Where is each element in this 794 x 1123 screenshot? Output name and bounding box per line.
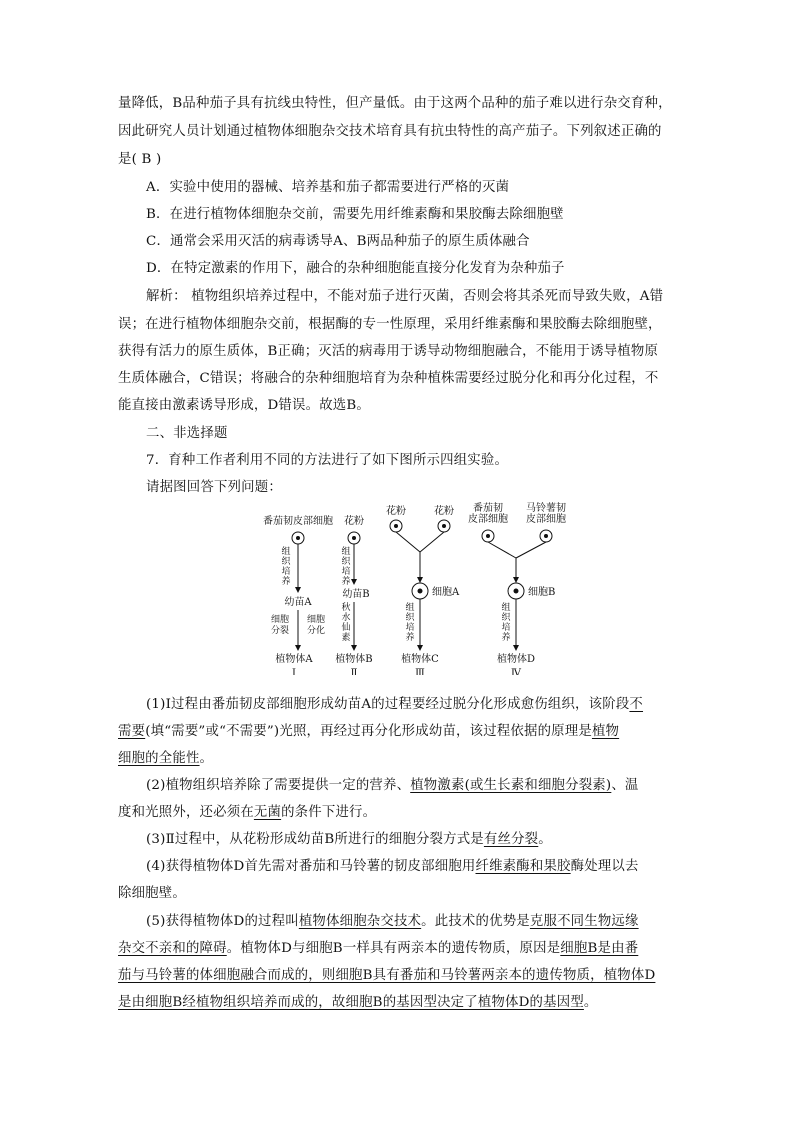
g4-end-label: 植物体D [496, 654, 536, 665]
answer-5-line3: 茄与马铃薯的体细胞融合而成的，则细胞B具有番茄和马铃薯两亲本的遗传物质，植物体D [118, 968, 656, 983]
g1-number: Ⅰ [292, 668, 296, 675]
g1-step-label: 组织培养 [281, 547, 291, 587]
answer-5-blank-1: 植物体细胞杂交技术 [298, 914, 422, 929]
g3-source-a-label: 花粉 [386, 506, 406, 517]
section-heading: 二、非选择题 [146, 426, 228, 441]
g4-number: Ⅳ [511, 668, 521, 675]
answer-1-line1: (1)Ⅰ过程由番茄韧皮部细胞形成幼苗A的过程要经过脱分化形成愈伤组织，该阶段不 [146, 697, 644, 712]
answer-1-line2: 需要(填“需要”或“不需要”)光照，再经过再分化形成幼苗，该过程依据的原理是植物 [118, 724, 620, 739]
answer-5-blank-3: 细胞B是由番 [560, 941, 639, 956]
g2-step2-label: 秋水仙素 [341, 603, 351, 643]
q6-analysis-line1: 解析： 植物组织培养过程中，不能对茄子进行灭菌，否则会将其杀死而导致失败，A错 [146, 289, 664, 304]
g1-step2b-label: 细胞分化 [306, 615, 326, 636]
q6-option-b: B．在进行植物体细胞杂交前，需要先用纤维素酶和果胶酶去除细胞壁 [146, 207, 564, 222]
q6-analysis-line2: 误；在进行植物体细胞杂交前，根据酶的专一性原理，采用纤维素酶和果胶酶去除细胞壁， [118, 317, 662, 332]
q6-option-d: D．在特定激素的作用下，融合的杂种细胞能直接分化发育为杂种茄子 [146, 261, 565, 276]
g4-source-a-label-2: 皮部细胞 [468, 514, 508, 525]
g1-mid-label: 幼苗A [284, 597, 312, 608]
g3-step-label: 组织培养 [405, 603, 415, 643]
q6-analysis-line5: 能直接由激素诱导形成，D错误。故选B。 [118, 398, 371, 413]
q7-prompt: 请据图回答下列问题： [146, 480, 282, 495]
g2-end-label: 植物体B [335, 654, 373, 665]
g3-end-label: 植物体C [401, 654, 439, 665]
answer-1-blank-1: 不 [629, 697, 644, 712]
q6-analysis-line4: 生质体融合，C错误；将融合的杂种细胞培育为杂种植株需要经过脱分化和再分化过程，不 [118, 371, 659, 386]
g1-source-label: 番茄韧皮部细胞 [263, 516, 333, 527]
g4-source-a-label-1: 番茄韧 [473, 503, 503, 514]
answer-1-line3: 细胞的全能性。 [118, 751, 214, 766]
q6-intro-line3: 是( B ) [118, 152, 162, 167]
answer-2-line2: 度和光照外，还必须在无菌的条件下进行。 [118, 805, 377, 820]
answer-2-blank-1: 植物激素(或生长素和细胞分裂素) [410, 778, 612, 793]
q6-option-c: C．通常会采用灭活的病毒诱导A、B两品种茄子的原生质体融合 [146, 234, 530, 249]
q6-option-a: A．实验中使用的器械、培养基和茄子都需要进行严格的灭菌 [146, 180, 510, 195]
g3-source-b-label: 花粉 [434, 506, 454, 517]
answer-4-line2: 除细胞壁。 [118, 886, 186, 901]
answer-3-blank: 有丝分裂 [483, 832, 539, 847]
g2-mid-label: 幼苗B [342, 589, 370, 600]
g3-number: Ⅲ [415, 668, 425, 675]
answer-3: (3)Ⅱ过程中，从花粉形成幼苗B所进行的细胞分裂方式是有丝分裂。 [146, 832, 552, 847]
answer-4-blank: 纤维素酶和果胶 [475, 859, 571, 874]
answer-5-line4: 是由细胞B经植物组织培养而成的，故细胞B的基因型决定了植物体D的基因型。 [118, 995, 598, 1010]
breeding-experiments-diagram [250, 500, 580, 675]
q7-stem: 7．育种工作者利用不同的方法进行了如下图所示四组实验。 [146, 453, 509, 468]
g1-end-label: 植物体A [275, 654, 313, 665]
answer-5-line2: 杂交不亲和的障碍。植物体D与细胞B一样具有两亲本的遗传物质，原因是细胞B是由番 [118, 941, 639, 956]
g4-source-b-label-1: 马铃薯韧 [526, 503, 566, 514]
answer-5-line1: (5)获得植物体D的过程叫植物体细胞杂交技术。此技术的优势是克服不同生物远缘 [146, 914, 639, 929]
answer-2-blank-2: 无菌 [253, 805, 282, 820]
answer-1-blank-2: 植物 [591, 724, 620, 739]
q6-analysis-line3: 获得有活力的原生质体，B正确；灭活的病毒用于诱导动物细胞融合，不能用于诱导植物原 [118, 344, 659, 359]
answer-5-blank-2: 克服不同生物远缘 [529, 914, 639, 929]
g3-mid-label: 细胞A [432, 587, 460, 598]
g4-mid-label: 细胞B [528, 587, 556, 598]
g4-step-label: 组织培养 [501, 603, 511, 643]
answer-4-line1: (4)获得植物体D首先需对番茄和马铃薯的韧皮部细胞用纤维素酶和果胶酶处理以去 [146, 859, 639, 874]
g1-step2a-label: 细胞分裂 [270, 615, 290, 636]
answer-2-line1: (2)植物组织培养除了需要提供一定的营养、植物激素(或生长素和细胞分裂素)、温 [146, 778, 639, 793]
g2-step-label: 组织培养 [341, 547, 351, 587]
q6-intro-line1: 量降低，B品种茄子具有抗线虫特性，但产量低。由于这两个品种的茄子难以进行杂交育种， [118, 96, 672, 111]
q6-intro-line2: 因此研究人员计划通过植物体细胞杂交技术培育具有抗虫特性的高产茄子。下列叙述正确的 [118, 124, 662, 139]
g2-source-label: 花粉 [344, 516, 364, 527]
g2-number: Ⅱ [350, 668, 358, 675]
g4-source-b-label-2: 皮部细胞 [526, 514, 566, 525]
